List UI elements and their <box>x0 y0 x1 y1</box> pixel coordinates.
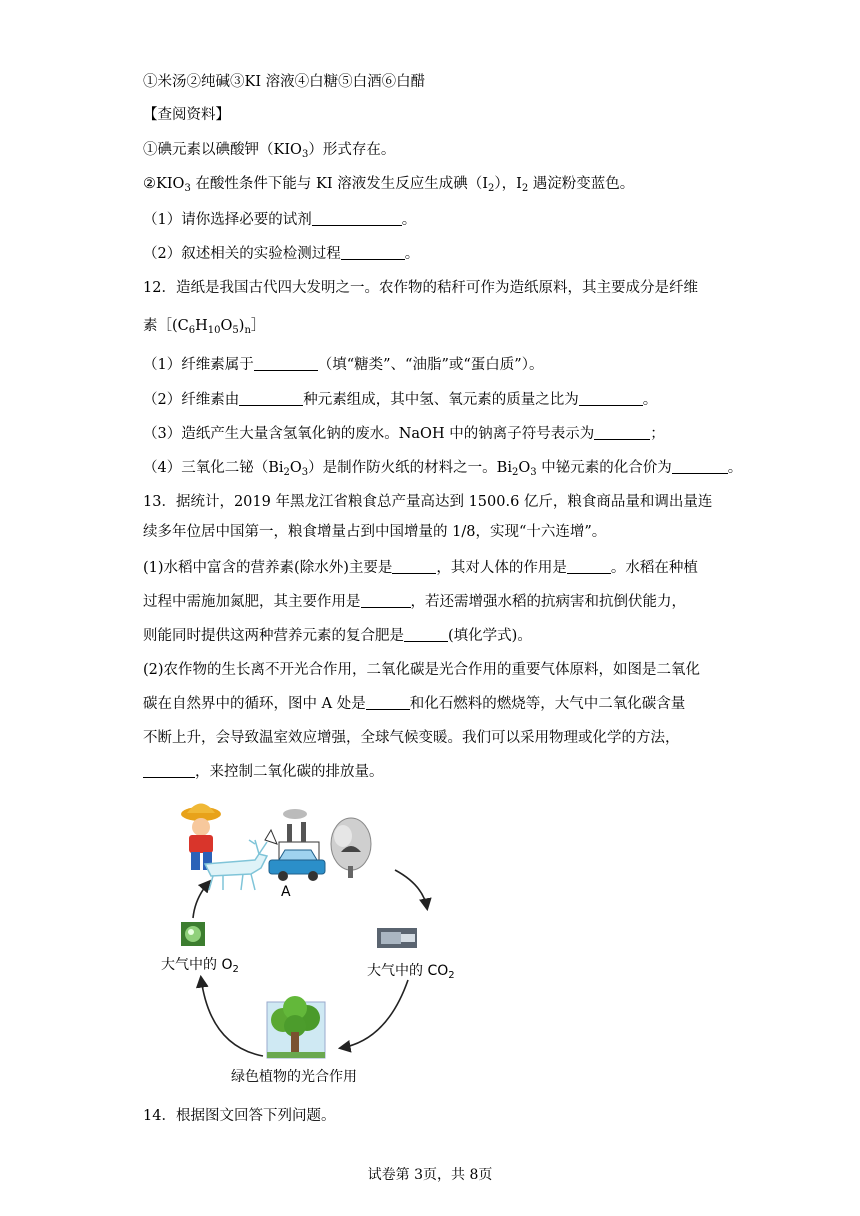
sub-question-1: （1）请你选择必要的试剂 。 <box>143 212 417 228</box>
q12-part-4: （4）三氧化二铋$(Bi_2O_3)$是制作防火纸的材料之一。$Bi_2O_3$ 中铋元素的化合价为 。 <box>143 460 743 478</box>
q12-part-2: （2）纤维素由 种元素组成，其中氢、氧元素的质量之比为 。 <box>143 392 658 408</box>
answer-blank[interactable] <box>312 211 402 226</box>
co2-icon <box>377 928 417 948</box>
arrow-to-o2 <box>201 978 263 1056</box>
q13-part-2-cont3: ，来控制二氧化碳的排放量。 <box>143 762 384 782</box>
answer-blank[interactable] <box>254 356 318 371</box>
q12-part-1: （1）纤维素属于 （填“糖类”、“油脂”或“蛋白质”）。 <box>143 357 544 373</box>
question-14-stem: 14．根据图文回答下列问题。 <box>143 1108 336 1124</box>
cellulose-formula: 素$[(C_6H_{10}O_5)_n]$ <box>143 318 266 336</box>
label-a: A <box>281 884 291 900</box>
answer-blank[interactable] <box>404 627 448 642</box>
sub-question-2: （2）叙述相关的实验检测过程 。 <box>143 246 420 262</box>
q13-part-1-cont: 过程中需施加氮肥，其主要作用是 ，若还需增强水稻的抗病害和抗倒伏能力， <box>143 594 686 610</box>
q12-part-3: （3）造纸产生大量含氢氧化钠的废水。NaOH 中的钠离子符号表示为 ； <box>143 426 665 442</box>
q13-part-1-cont2: 则能同时提供这两种营养元素的复合肥是 (填化学式)。 <box>143 628 532 644</box>
answer-blank[interactable] <box>366 695 410 710</box>
answer-blank[interactable] <box>579 391 643 406</box>
q13-part-1: (1)水稻中富含的营养素(除水外)主要是 ，其对人体的作用是 。水稻在种植 <box>143 560 698 576</box>
cycle-drawing <box>155 800 485 1090</box>
oxygen-icon <box>181 922 205 946</box>
arrow-to-co2 <box>395 870 427 908</box>
answer-blank[interactable] <box>239 391 303 406</box>
question-13-stem-cont: 续多年位居中国第一，粮食增量占到中国增量的 1/8，实现“十六连增”。 <box>143 524 607 540</box>
q13-part-2-cont: 碳在自然界中的循环，图中 A 处是 和化石燃料的燃烧等，大气中二氧化碳含量 <box>143 696 686 712</box>
info-item-2: $②KIO_3$ 在酸性条件下能与 KI 溶液发生反应生成碘$(I_2)$，$I_2$ 遇淀粉变蓝色。 <box>143 176 635 194</box>
question-12-stem: 12．造纸是我国古代四大发明之一。农作物的秸秆可作为造纸原料，其主要成分是纤维 <box>143 280 698 296</box>
answer-blank[interactable] <box>567 559 611 574</box>
answer-blank[interactable] <box>594 425 650 440</box>
tree-icon <box>267 996 325 1058</box>
label-atmosphere-co2: 大气中的 $CO_2$ <box>367 963 455 981</box>
label-photosynthesis: 绿色植物的光合作用 <box>231 1069 357 1085</box>
answer-blank[interactable] <box>143 763 195 778</box>
deer-icon <box>205 840 267 890</box>
reagent-list: ①米汤②纯碱③KI 溶液④白糖⑤白酒⑥白醋 <box>143 74 426 90</box>
page-footer: 试卷第 3页，共 8页 <box>367 1167 493 1183</box>
carbon-cycle-diagram <box>155 800 485 1090</box>
arrow-to-plants <box>341 980 408 1048</box>
info-item-1: ①碘元素以碘酸钾$(KIO_3)$形式存在。 <box>143 142 396 160</box>
answer-blank[interactable] <box>392 559 436 574</box>
label-atmosphere-o2: 大气中的 $O_2$ <box>161 957 239 975</box>
smoke-tree-icon <box>331 818 371 878</box>
answer-blank[interactable] <box>341 245 405 260</box>
answer-blank[interactable] <box>672 459 728 474</box>
arrow-to-consumers <box>193 882 209 918</box>
section-heading: 【查阅资料】 <box>143 107 230 123</box>
q13-part-2-cont2: 不断上升，会导致温室效应增强，全球气候变暖。我们可以采用物理或化学的方法， <box>143 730 680 746</box>
q13-part-2: (2)农作物的生长离不开光合作用，二氧化碳是光合作用的重要气体原料，如图是二氧化 <box>143 662 701 678</box>
answer-blank[interactable] <box>361 593 411 608</box>
farmer-icon <box>181 804 221 871</box>
question-13-stem: 13．据统计，2019 年黑龙江省粮食总产量高达到 1500.6 亿斤，粮食商品量和调出量连 <box>143 494 713 510</box>
